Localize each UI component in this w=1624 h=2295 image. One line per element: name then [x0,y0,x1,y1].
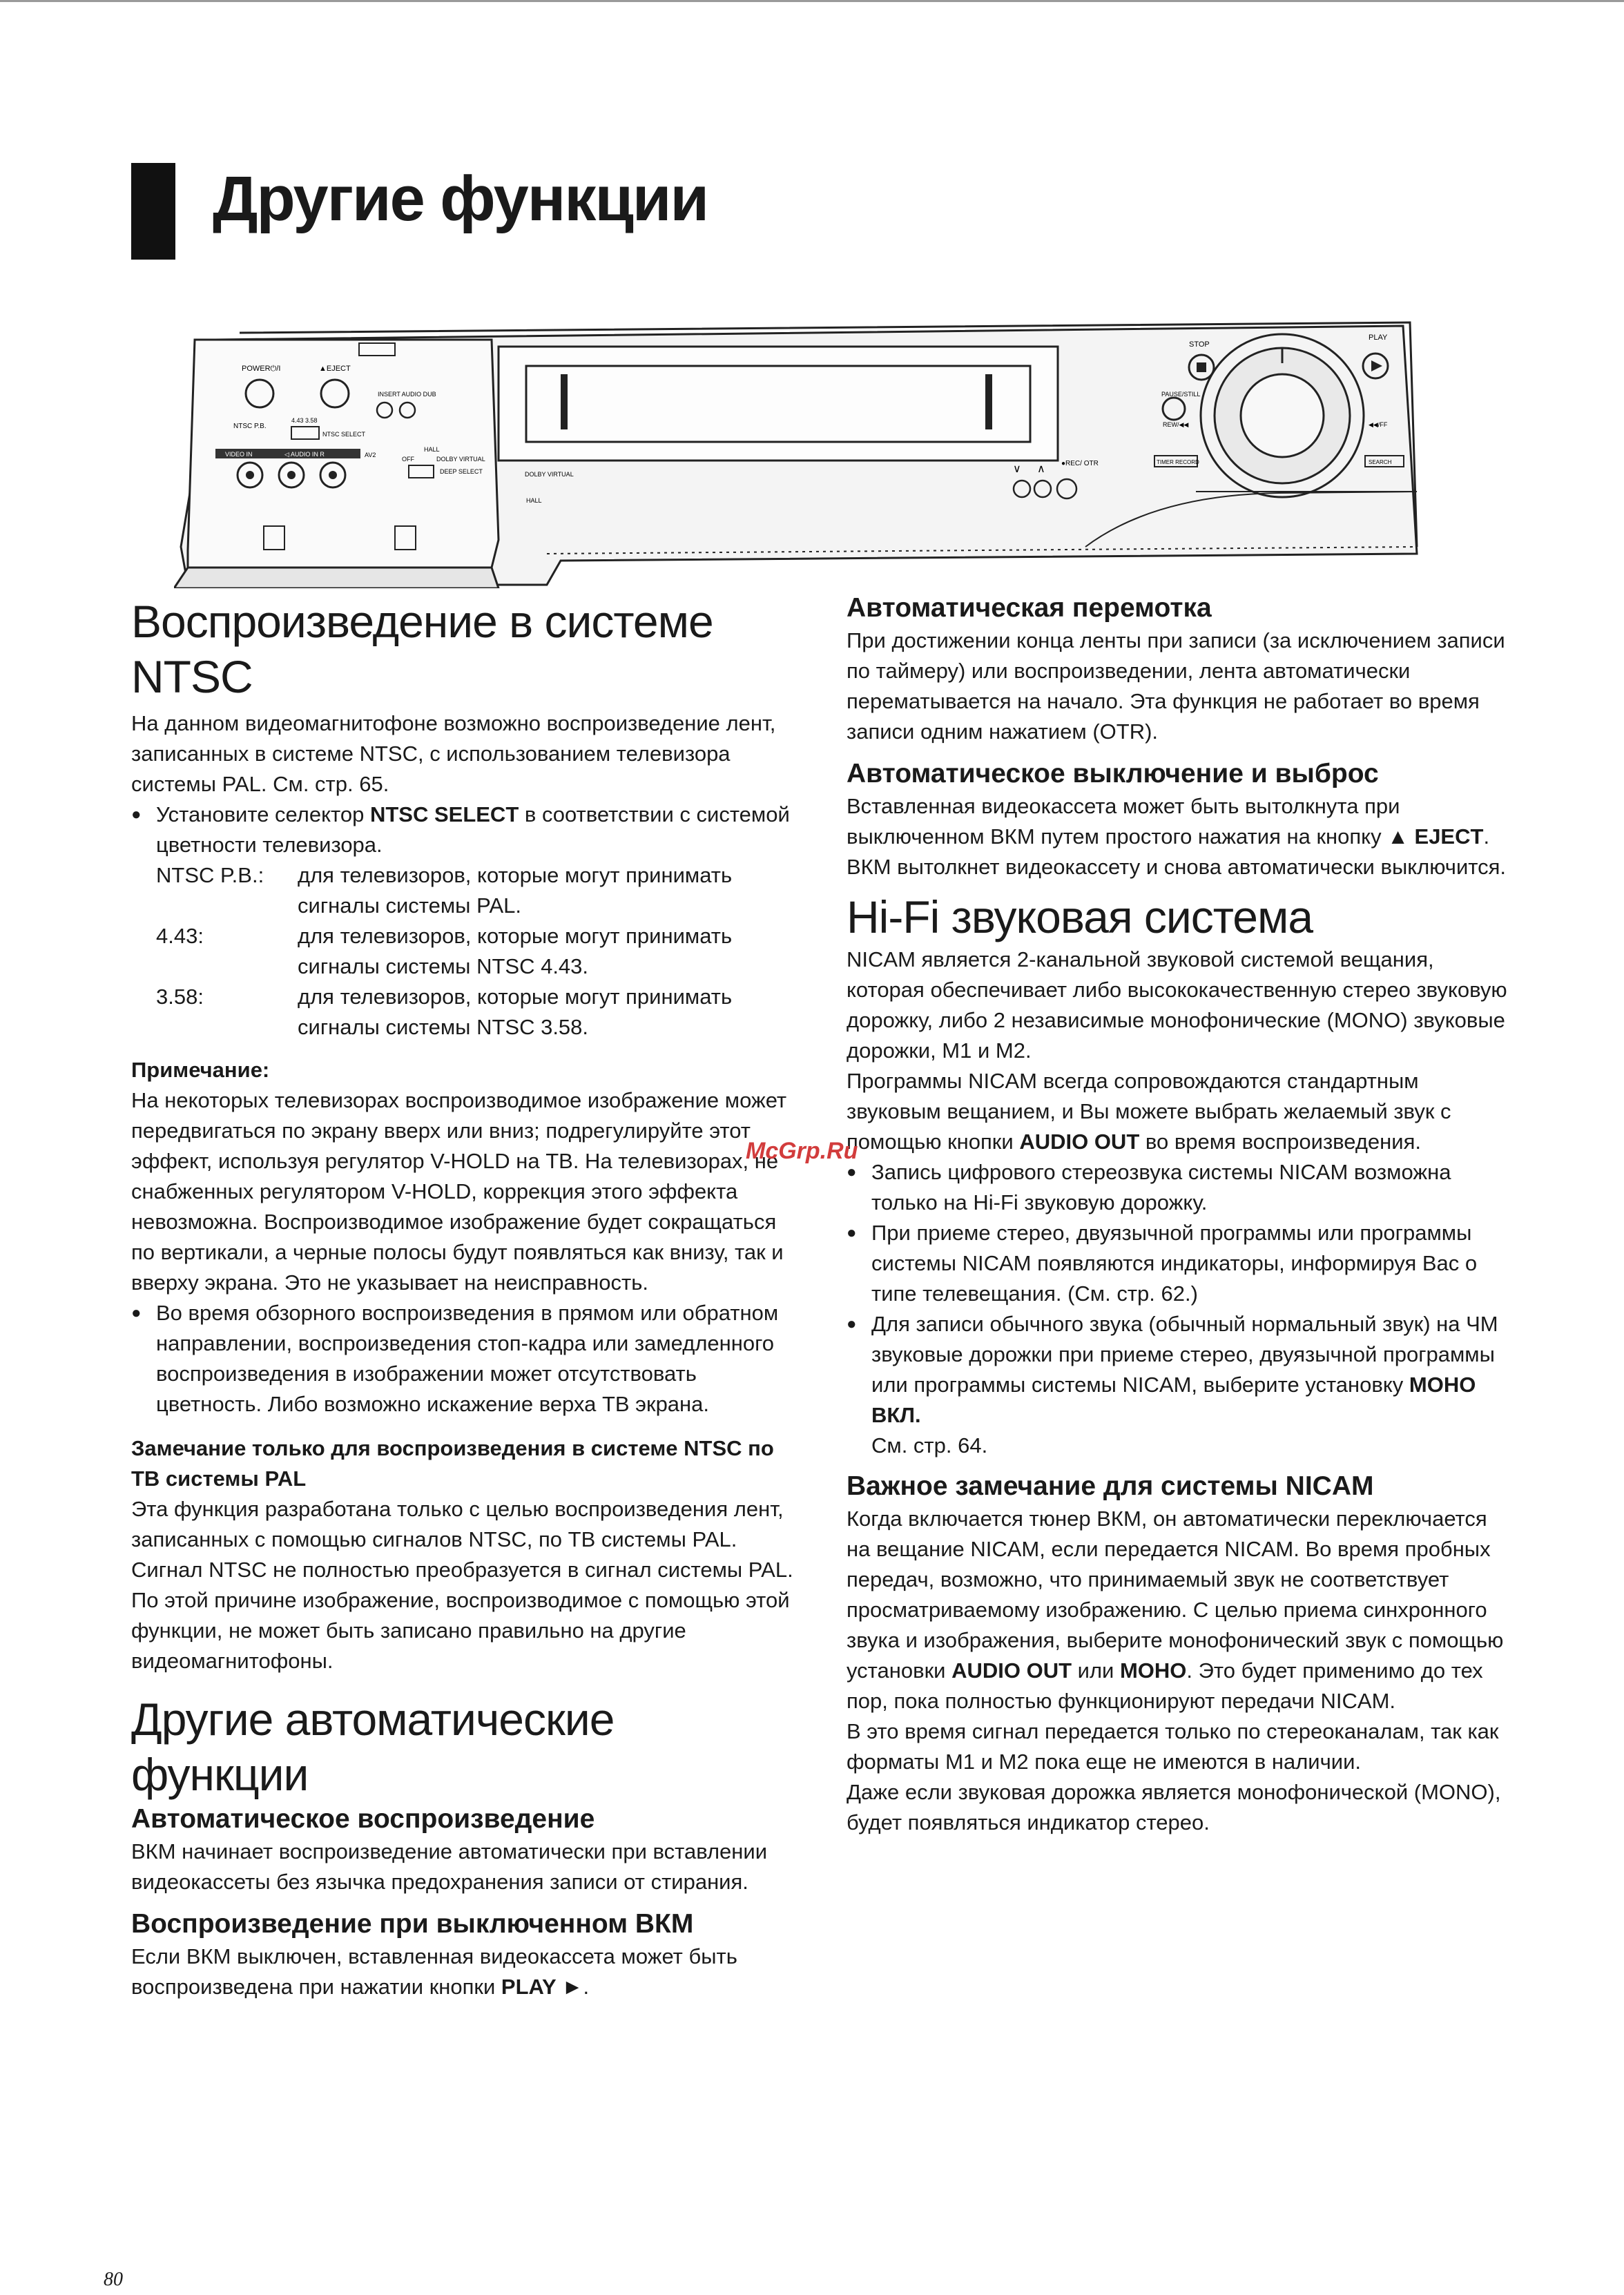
auto-rewind-heading: Автоматическая перемотка [847,593,1212,623]
def-term: 4.43: [156,924,204,948]
ntsc-definitions [131,860,794,1043]
svg-text:◀◀/FF: ◀◀/FF [1369,421,1388,428]
svg-text:HALL: HALL [424,446,440,453]
svg-text:AV2: AV2 [365,452,376,458]
hifi-p1: NICAM является 2-канальной звуковой системой вещания, которая обеспечивает либо высококачественную стерео звуковую дорожку, либо 2 независимые монофонические (MONO) звуковые дорожки, M1 и M2. [847,947,1507,1063]
title-marker [131,163,175,260]
svg-text:VIDEO IN: VIDEO IN [225,451,253,458]
svg-text:∨: ∨ [1013,463,1021,475]
def-desc: для телевизоров, которые могут принимать сигналы системы NTSC 3.58. [298,985,733,1039]
svg-text:OFF: OFF [402,456,414,463]
left-column [131,594,794,2002]
def-term: NTSC P.B.: [156,863,264,887]
ntsc-select-bullet: ● Установите селектор NTSC SELECT в соответствии с системой цветности телевизора. [131,800,794,860]
hifi-bullet: ● Для записи обычного звука (обычный нормальный звук) на ЧМ звуковые дорожки при приеме стерео, двуязычной программы или программы системы NICAM, выберите установку МОНО ВКЛ. См. стр. 64. [847,1309,1509,1461]
nicam-heading: Важное замечание для системы NICAM [847,1471,1374,1501]
svg-text:DOLBY VIRTUAL: DOLBY VIRTUAL [436,456,485,463]
note-heading: Примечание: [131,1058,270,1082]
off-play-heading: Воспроизведение при выключенном ВКМ [131,1909,694,1939]
svg-text:NTSC SELECT: NTSC SELECT [322,431,366,438]
hifi-p2: Программы NICAM всегда сопровождаются стандартным звуковым вещанием, и Вы можете выбрать желаемый звук с помощью кнопки AUDIO OUT во время воспроизведения. [847,1069,1451,1154]
svg-text:SEARCH: SEARCH [1369,459,1392,465]
watermark: McGrp.Ru [746,1138,858,1164]
svg-text:●REC/ OTR: ●REC/ OTR [1061,460,1099,467]
hifi-bullet: ● При приеме стерео, двуязычной программы или программы системы NICAM появляются индикаторы, информируя Вас о типе телевещания. (См. стр. 62.) [847,1218,1509,1309]
svg-text:∧: ∧ [1037,463,1045,475]
def-desc: для телевизоров, которые могут принимать сигналы системы PAL. [298,863,733,918]
nicam-p1: Когда включается тюнер ВКМ, он автоматически переключается на вещание NICAM, если передается NICAM. Во время пробных передач, возможно, что принимаемый звук не соответствует просматриваемому изображению. С целью приема синхронного звука и изображения, выберите монофонический звук с помощью установки AUDIO OUT или MOHO. Это будет применимо до тех пор, пока полностью функционируют передачи NICAM. [847,1507,1504,1713]
svg-text:NTSC P.B.: NTSC P.B. [233,423,267,430]
svg-text:TIMER RECORD: TIMER RECORD [1157,459,1199,465]
svg-text:HALL: HALL [526,497,542,504]
note-bullet: ● Во время обзорного воспроизведения в прямом или обратном направлении, воспроизведения стоп-кадра или замедленного воспроизведения в изображении может отсутствовать цветность. Либо возможно искажение верха ТВ экрана. [131,1298,794,1420]
top-rule [0,0,1624,2]
page-title: Другие функции [213,164,708,234]
svg-text:DEEP SELECT: DEEP SELECT [440,468,483,475]
ntsc-heading: Воспроизведение в системе NTSC [131,596,713,702]
nicam-p2: В это время сигнал передается только по стереоканалам, так как форматы M1 и M2 пока еще не имеются в наличии. [847,1719,1499,1774]
auto-off-eject-text: Вставленная видеокассета может быть вытолкнута при выключенном ВКМ путем простого нажатия на кнопку ▲ EJECT. ВКМ вытолкнет видеокассету и снова автоматически выключится. [847,794,1507,879]
svg-text:STOP: STOP [1189,340,1210,349]
svg-text:INSERT AUDIO DUB: INSERT AUDIO DUB [378,391,436,398]
svg-text:◁ AUDIO IN R: ◁ AUDIO IN R [284,451,325,458]
hifi-heading: Hi-Fi звуковая система [847,891,1313,942]
def-desc: для телевизоров, которые могут принимать сигналы системы NTSC 4.43. [298,924,733,978]
auto-off-eject-heading: Автоматическое выключение и выброс [847,759,1379,788]
auto-play-heading: Автоматическое воспроизведение [131,1804,595,1834]
svg-text:PLAY: PLAY [1369,333,1388,342]
ntsc-intro: На данном видеомагнитофоне возможно воспроизведение лент, записанных в системе NTSC, с использованием телевизора системы PAL. См. стр. 65. [131,711,776,796]
vcr-front-panel [174,319,1444,588]
auto-rewind-text: При достижении конца ленты при записи (за исключением записи по таймеру) или воспроизведении, лента автоматически перематывается на начало. Эта функция не работает во время записи одним нажатием (OTR). [847,628,1505,744]
right-column [847,591,1509,1838]
svg-text:REW/◀◀: REW/◀◀ [1163,421,1189,428]
svg-text:DOLBY VIRTUAL: DOLBY VIRTUAL [525,471,574,478]
note-text: На некоторых телевизорах воспроизводимое изображение может передвигаться по экрану вверх или вниз; подрегулируйте этот эффект, используя регулятор V-HOLD на ТВ. На телевизорах, не снабженных регулятором V-HOLD, коррекция этого эффекта невозможна. Воспроизводимое изображение будет сокращаться по вертикали, а черные полосы будут появляться как внизу, так и вверху экрана. Это не указывает на неисправность. [131,1088,787,1295]
svg-text:POWER⏻/I: POWER⏻/I [242,365,281,373]
off-play-text: Если ВКМ выключен, вставленная видеокассета может быть воспроизведена при нажатии кнопки PLAY ►. [131,1944,737,1999]
page-number: 80 [104,2269,123,2290]
remark-heading: Замечание только для воспроизведения в системе NTSC по ТВ системы PAL [131,1436,774,1491]
hifi-bullet: ● Запись цифрового стереозвука системы NICAM возможна только на Hi-Fi звуковую дорожку. [847,1157,1509,1218]
def-term: 3.58: [156,985,204,1009]
remark-p1: Эта функция разработана только с целью воспроизведения лент, записанных с помощью сигналов NTSC, по ТВ системы PAL. [131,1497,784,1551]
remark-p2: Сигнал NTSC не полностью преобразуется в сигнал системы PAL. По этой причине изображение, воспроизводимое с помощью этой функции, не может быть записано правильно на другие видеомагнитофоны. [131,1558,793,1673]
svg-text:▲EJECT: ▲EJECT [319,365,351,373]
other-functions-heading: Другие автоматические функции [131,1694,615,1800]
auto-play-text: ВКМ начинает воспроизведение автоматически при вставлении видеокассеты без язычка предохранения записи от стирания. [131,1839,768,1894]
svg-text:PAUSE/STILL: PAUSE/STILL [1161,391,1201,398]
nicam-p3: Даже если звуковая дорожка является монофонической (MONO), будет появляться индикатор стерео. [847,1780,1501,1834]
svg-text:4.43 3.58: 4.43 3.58 [291,417,318,424]
